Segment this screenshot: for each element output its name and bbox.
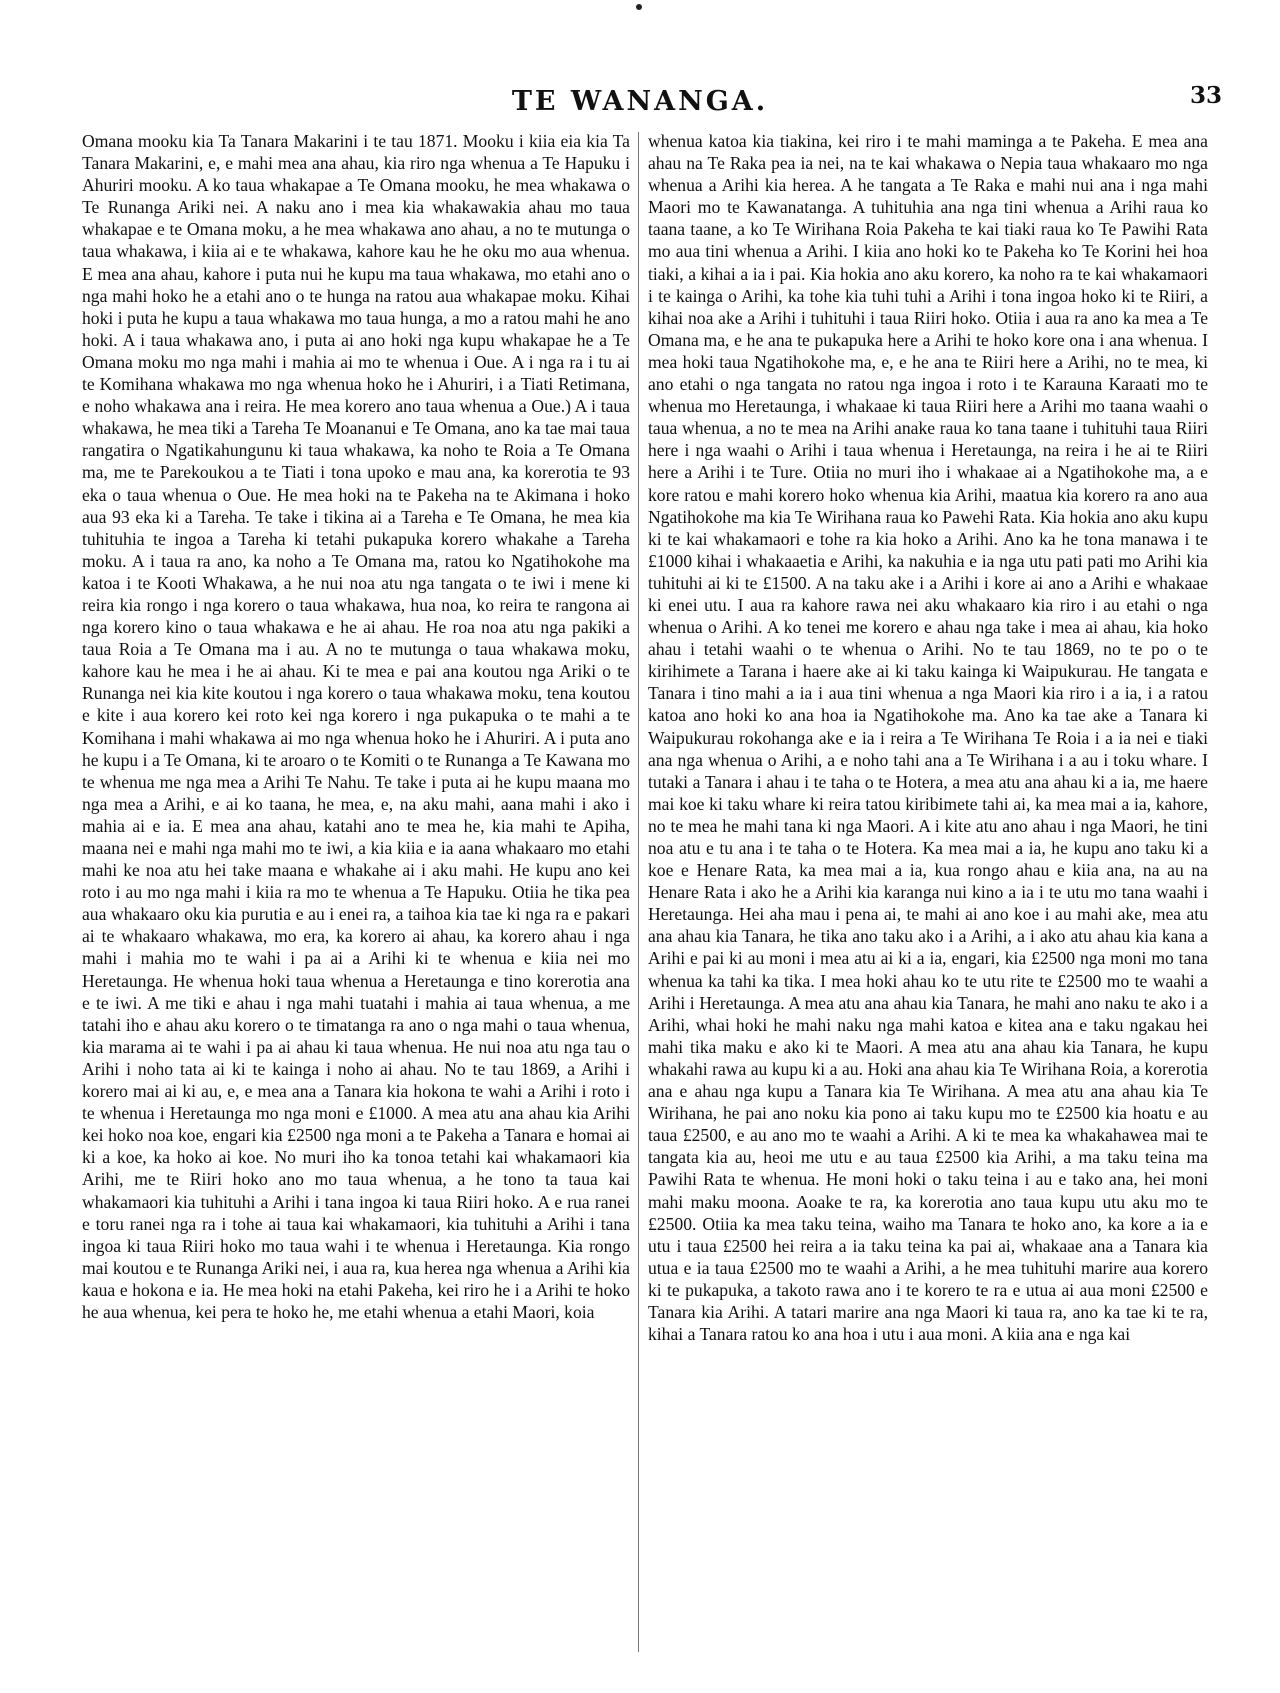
text-column-left [82, 130, 630, 1650]
right-column-text: whenua katoa kia tiakina, kei riro i te mahi maminga a te Pakeha. E mea ana ahau na Te Raka pea ia nei, na te kai whakawa o Nepia taua whakaaro mo nga whenua a Arihi kia herea. A he tangata a Te Raka e mahi nui ana i nga mahi Maori mo te Kawanatanga. A tuhituhia ana nga tini whenua a Arihi raua ko taana taane, a ko Te Wirihana Roia Pakeha te kai tiaki raua ko Te Pawihi Rata mo aua tini whenua a Arihi. I kiia ano hoki ko te Pakeha ko Te Korini hei hoa tiaki, a kihai a ia i pai. Kia hokia ano aku korero, ka noho ra te kai whakamaori i te kainga o Arihi, ka tohe kia tuhi tuhi a Arihi i tona ingoa hoko ki te Riiri, a kihai noa ake a Arihi i tuhituhi i taua Riiri hoko. Otiia i aua ra ano ka mea a Te Omana ma, e he ana te pukapuka here a Arihi te hoko kore ona i ana whenua. I mea hoki taua Ngatihokohe ma, e, e he ana te Riiri here a Arihi, no te mea, ki ano etahi o nga tangata no ratou nga ingoa i roto i te Karauna Karaati mo te whenua mo Heretaunga, i whakaae ki taua Riiri here a Arihi mo taana waahi o taua whenua, a no te mea na Arihi anake raua ko tana taane i tuhituhi taua Riiri here i nga waahi o Arihi i taua whenua i Heretaunga, na reira i he ai te Riiri here a Arihi i te Ture. Otiia no muri iho i whakaae ai a Ngatihokohe ma, a e kore ratou e mahi korero hoko whenua kia Arihi, maatua kia korero ra ano aua Ngatihokohe ma kia Te Wirihana raua ko Pawehi Rata. Kia hokia ano aku kupu ki te kai whakamaori e tohe ra kia hoko a Arihi. Ano ka he tona manawa i te £1000 kihai i whakaaetia e Arihi, ka nakuhia e ia nga utu pati pati mo Arihi kia tuhituhi ai ki te £1500. A na taku ake i a Arihi i kore ai ano a Arihi e whakaae ki enei utu. I aua ra kahore rawa nei aku whakaaro kia riro i au etahi o nga whenua o Arihi. A ko tenei me korero e ahau nga take i mea ai ahau, kia hoko ahau i tetahi waahi o te whenua o Arihi. No te tau 1869, no te po o te kirihimete a Tarana i haere ake ai ki taku kainga ki Waipukurau. He tangata e Tanara i tino mahi a ia i aua tini whenua a nga Maori kia riro i a ia, i a ratou katoa ano hoki ko ana hoa ia Ngatihokohe ma. Ano ka tae ake a Tanara ki Waipukurau rokohanga ake e ia i reira a Te Wirihana Te Roia i a ia nei e tiaki ana nga whenua o Arihi, a e noho tahi ana a Te Wirihana i a au i toku whare. I tutaki a Tanara i ahau i te taha o te Hotera, a mea atu ana ahau ki a ia, me haere mai koe ki taku whare ki reira tatou kiribimete tahi ai, ka mea mai a ia, kahore, no te mea he mahi tana ki nga Maori. A i kite atu ano ahau i nga Maori, he tini noa atu e tu ana i te taha o te Hotera. Ka mea mai a ia, he kupu ano taku ki a koe e Henare Rata, ka mea mai a ia, kua rongo ahau e kiia ana, na au na Henare Rata i ako he a Arihi kia karanga nui kino a ia i te utu mo tana waahi i Heretaunga. Hei aha mau i pena ai, te mahi ai ano koe i au mahi ake, mea atu ana ahau kia Tanara, he tika ano taku ako i a Arihi, a i ako atu ahau kia kana a Arihi e pai ki au moni i mea atu ai ki a ia, engari, kia £2500 nga moni mo tana whenua ka tahi ka tika. I mea hoki ahau ko te utu rite te £2500 mo te waahi a Arihi i Heretaunga. A mea atu ana ahau kia Tanara, he mahi ano naku te ako i a Arihi, whai hoki he mahi naku nga mahi katoa e kitea ana e taku ngakau hei mahi tika maku e ako ki te Maori. A mea atu ana ahau kia Tanara, he kupu whakahi rawa au kupu ki a au. Hoki ana ahau kia Te Wirihana Roia, a korerotia ana e ahau nga kupu a Tanara kia Te Wirihana. A mea atu ana ahau kia Te Wirihana, he pai ano noku kia pono ai taku kupu mo te £2500 kia hoatu e au taua £2500, e au ano mo te waahi a Arihi. A ki te mea ka whakahawea mai te tangata kia au, heoi me utu e au taua £2500 kia Arihi, a ma taku teina ma Pawihi Rata te whenua. He moni hoki o taku teina i au e tako ana, hei moni mahi maku moona. Aoake te ra, ka korerotia ano taua kupu utu aku mo te £2500. Otiia ka mea taku teina, waiho ma Tanara te hoko ano, ka kore a ia e utu i taua £2500 hei reira a ia taku teina ka pai ai, whakaae ana a Tanara kia utua e ia taua £2500 mo te waahi a Arihi, a he mea tuhituhi marire aua korero ki te pukapuka, a takoto rawa ano i te korero te ra e utua ai aua moni £2500 e Tanara kia Arihi. A tatari marire ana nga Maori ki taua ra, ano ka tae ki te ra, kihai a Tanara ratou ko ana hoa i utu i aua moni. A kiia ana e nga kai [648, 131, 1208, 1345]
column-divider [638, 132, 639, 1652]
text-column-right [648, 130, 1208, 1650]
left-column-text: Omana mooku kia Ta Tanara Makarini i te tau 1871. Mooku i kiia eia kia Ta Tanara Makarini, e, e mahi mea ana ahau, kia riro nga whenua a Te Hapuku i Ahuriri mooku. A ko taua whakapae a Te Omana mooku, he mea whakawa o Te Runanga Ariki nei. A naku ano i mea kia whakawakia ahau mo taua whakapae e te Omana moku, a he mea whakawa ano ahau, a no te mutunga o taua whakawa, i kiia ai e te whakawa, kahore kau he he oku mo aua whenua. E mea ana ahau, kahore i puta nui he kupu ma taua whakawa, mo etahi ano o nga mahi hoko he a etahi ano o te hunga na ratou aua whakapae moku. Kihai hoki i puta he kupu a taua whakawa mo taua hunga, a mo a ratou mahi he ano hoki. A i taua whakawa ano, i puta ai ano hoki nga kupu whakapae he a Te Omana moku mo nga mahi i mahia ai mo te whenua i Oue. A i nga ra i tu ai te Komihana whakawa mo nga whenua hoko he i Ahuriri, i a Tiati Retimana, e noho whakawa ana i reira. He mea korero ano taua whenua a Oue.) A i taua whakawa, he mea tiki a Tareha Te Moananui e Te Omana, ano ka tae mai taua rangatira o Ngatikahungunu ki taua whakawa, ka noho te Roia a Te Omana ma, me te Parekoukou a te Tiati i tona upoko e mau ana, ka korerotia te 93 eka o taua whenua o Oue. He mea hoki na te Pakeha na te Akimana i hoko aua 93 eka ki a Tareha. Te take i tikina ai a Tareha e Te Omana, he mea kia tuhituhia te ingoa a Tareha ki tetahi pukapuka korero whakahe a Tareha moku. A i taua ra ano, ka noho a Te Omana ma, ratou ko Ngatihokohe ma katoa i te Kooti Whakawa, a he nui noa atu nga tangata o te iwi i mene ki reira kia rongo i nga korero o taua whakawa, hua noa, ko reira te rangona ai nga korero kino o taua whakawa e he ai ahau. He roa noa atu nga pakiki a taua Roia a Te Omana ma i au. A no te mutunga o taua whakawa moku, kahore kau he mea i he ai ahau. Ki te mea e pai ana koutou nga Ariki o te Runanga nei kia kite koutou i nga korero o taua whakawa moku, tena koutou e kite i aua korero kei roto kei nga korero i nga pukapuka o te mahi a te Komihana i mahi whakawa ai mo nga whenua hoko he i Ahuriri. A i puta ano he kupu i a Te Omana, ki te aroaro o te Komiti o te Runanga a Te Kawana mo te whenua me nga mea a Arihi Te Nahu. Te take i puta ai he kupu maana mo nga mea a Arihi, e ai ko taana, he mea, e, na aku mahi, aana mahi i ako i mahia ai e ia. E mea ana ahau, katahi ano te mea he, kia mahi te Apiha, maana nei e mahi nga mahi mo te iwi, a kia kiia e ia aana whakaaro mo etahi mahi ke noa atu hei take maana e whakahe ai i aku mahi. He kupu ano kei roto i au mo nga mahi i kiia ra mo te whenua a Te Hapuku. Otiia he tika pea aua whakaaro oku kia purutia e au i enei ra, a taihoa kia tae ki nga ra e pakari ai te whakaaro whakawa, mo era, ka korero ai ahau, ka korero ahau i nga mahi i mahia mo te wahi i pa ai a Arihi ki te whenua e kiia nei mo Heretaunga. He whenua hoki taua whenua a Heretaunga e tino korerotia ana e te iwi. A me tiki e ahau i nga mahi tuatahi i mahia ai taua whenua, a me tatahi iho e ahau aku korero o te timatanga ra ano o nga mahi o taua whenua, kia marama ai te wahi i pa ai ahau ki taua whenua. He nui noa atu nga tau o Arihi i noho tata ai ki te kainga i noho ai ahau. No te tau 1869, a Arihi i korero mai ai ki au, e, e mea ana a Tanara kia hokona te wahi a Arihi i roto i te whenua i Heretaunga mo nga moni e £1000. A mea atu ana ahau kia Arihi kei hoko noa koe, engari kia £2500 nga moni a te Pakeha a Tanara e homai ai ki a koe, ka hoko ai koe. No muri iho ka tonoa tetahi kai whakamaori kia Arihi, me te Riiri hoko ano mo taua whenua, a he tono ta taua kai whakamaori kia tuhituhi a Arihi i tana ingoa ki taua Riiri hoko. A e rua ranei e toru ranei nga ra i tohe ai taua kai whakamaori, kia tuhituhi a Arihi i tana ingoa ki taua Riiri hoko mo taua wahi i te whenua i Heretaunga. Kia rongo mai koutou e te Runanga Ariki nei, i aua ra, kua herea nga whenua a Arihi kia kaua e hokona e ia. He mea hoki na etahi Pakeha, kei riro he i a Arihi te hoko he aua whenua, kei pera te hoko he, me etahi whenua a etahi Maori, koia [82, 131, 630, 1322]
page-number: 33 [1189, 82, 1222, 109]
ink-dot [636, 4, 642, 10]
page-title: TE WANANGA. [511, 86, 769, 117]
